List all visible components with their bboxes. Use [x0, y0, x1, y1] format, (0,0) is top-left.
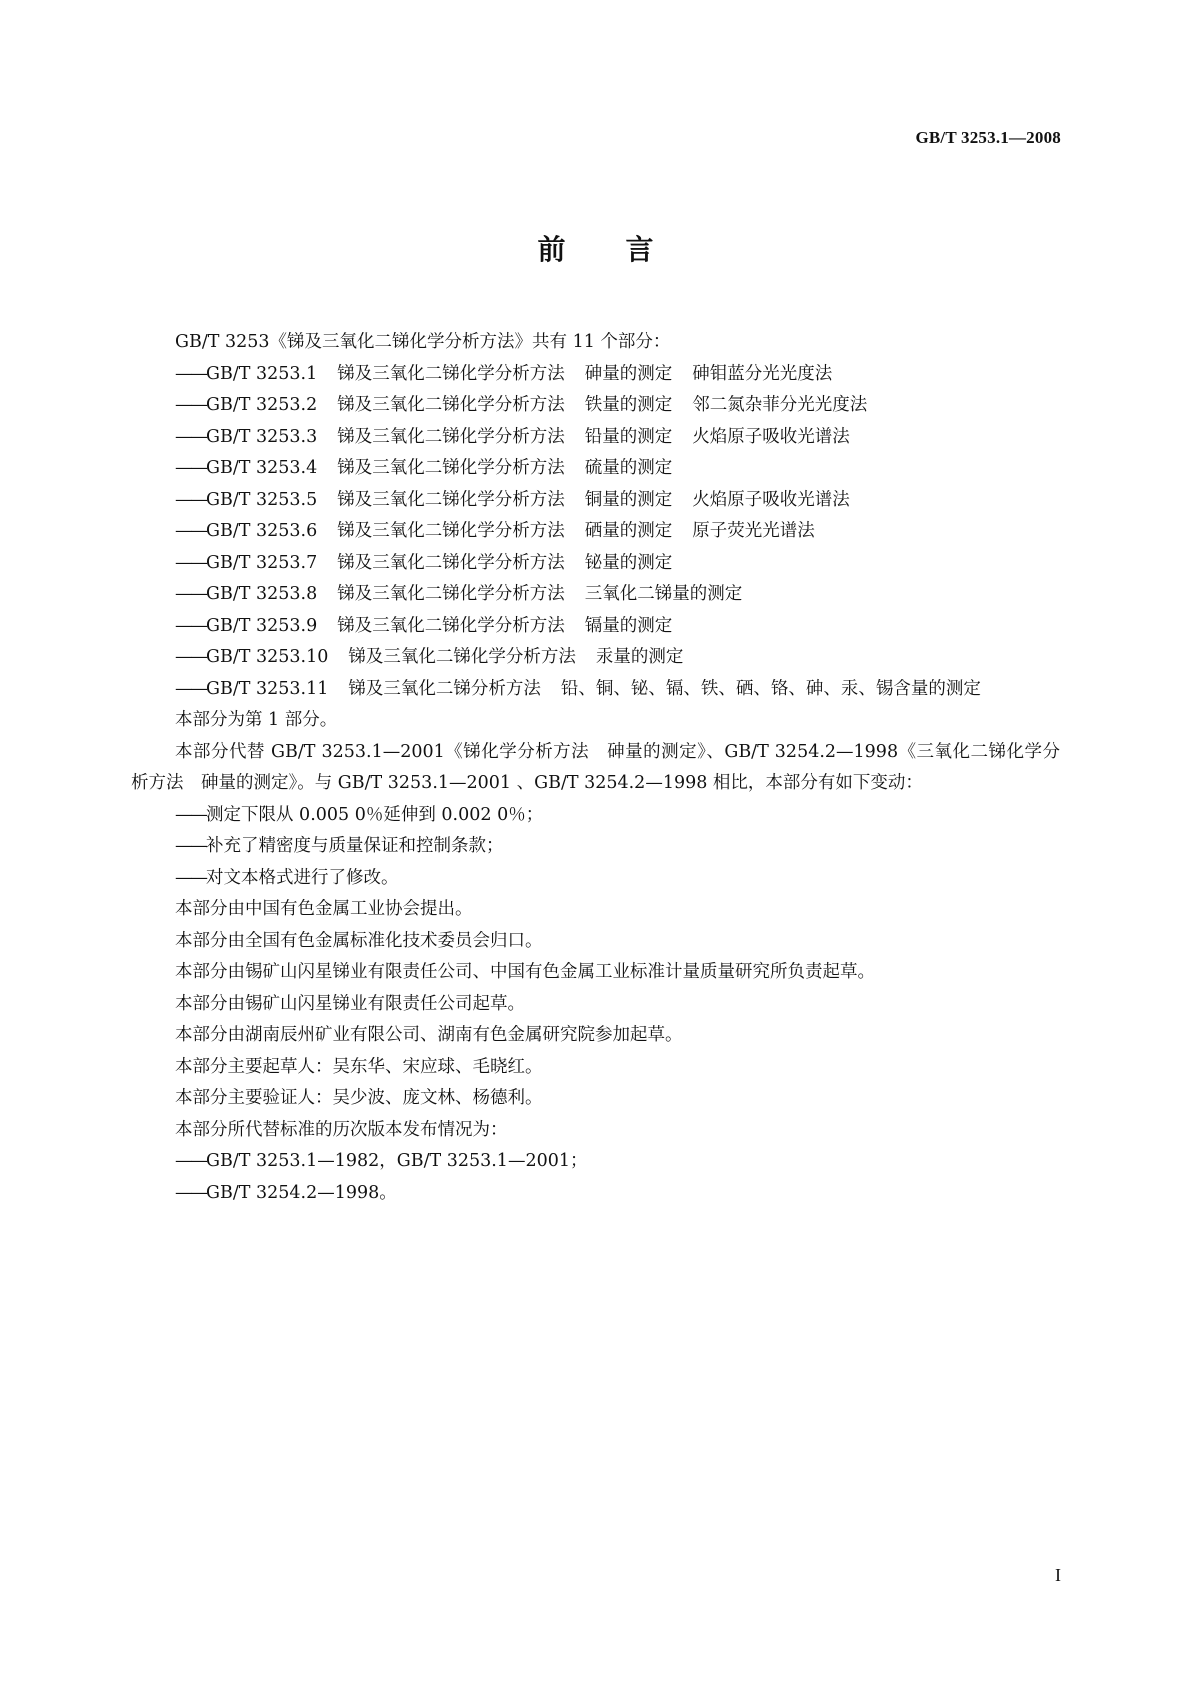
part-statement: 本部分为第 1 部分。 [175, 710, 338, 730]
history-list [131, 1146, 1060, 1209]
list-text: GB/T 3253.8 [206, 584, 318, 604]
changes-list [131, 800, 1060, 895]
history-item [131, 1178, 1060, 1210]
list-dash: —— [175, 426, 206, 447]
list-text: 锑及三氧化二锑化学分析方法 [348, 647, 576, 667]
statement-paragraph: 本部分由湖南辰州矿业有限公司、湖南有色金属研究院参加起草。 [175, 1025, 683, 1045]
list-text: GB/T 3253.3 [206, 426, 318, 447]
history-item [131, 1146, 1060, 1178]
statement-paragraph: 本部分由锡矿山闪星锑业有限责任公司起草。 [175, 993, 525, 1014]
list-dash: —— [175, 489, 206, 510]
statement-paragraph: 本部分由锡矿山闪星锑业有限责任公司、中国有色金属工业标准计量质量研究所负责起草。 [175, 962, 875, 982]
list-text: GB/T 3253.1 [206, 363, 318, 384]
page-title: 前言 [537, 233, 714, 266]
list-text: 补充了精密度与质量保证和控制条款； [206, 836, 504, 856]
list-dash: —— [175, 836, 206, 856]
list-text: 砷钼蓝分光光度法 [692, 363, 833, 384]
list-text: 对文本格式进行了修改。 [206, 867, 399, 888]
list-text: 邻二氮杂菲分光光度法 [692, 395, 868, 415]
list-dash: —— [175, 647, 206, 667]
list-text: GB/T 3253.4 [206, 458, 318, 478]
list-text: 铅量的测定 [584, 426, 673, 447]
statement-paragraph: 本部分由全国有色金属标准化技术委员会归口。 [175, 930, 543, 951]
change-item [131, 831, 1060, 863]
list-text: 铁量的测定 [584, 395, 673, 415]
list-text: 锑及三氧化二锑化学分析方法 [337, 552, 565, 573]
replace-statement: 本部分代替 GB/T 3253.1—2001《锑化学分析方法 砷量的测定》、GB/T 3254.2—1998《三氧化二锑化学分析方法 砷量的测定》。与 GB/T 3253.1—2001 、GB/T 3254.2—1998 相比，本部分有如下变动： [131, 741, 1060, 793]
part-item [131, 516, 1060, 548]
list-text: 硫量的测定 [584, 458, 673, 478]
list-text: 铜量的测定 [584, 489, 673, 510]
list-text: GB/T 3253.6 [206, 521, 318, 541]
list-text: 锑及三氧化二锑化学分析方法 [337, 584, 565, 604]
list-text: 锑及三氧化二锑化学分析方法 [337, 395, 565, 415]
part-item [131, 642, 1060, 674]
list-dash: —— [175, 678, 206, 699]
list-dash: —— [175, 615, 206, 636]
list-text: 铅、铜、铋、镉、铁、硒、铬、砷、汞、锡含量的测定 [560, 678, 981, 699]
parts-list [131, 359, 1060, 706]
list-text: 锑及三氧化二锑化学分析方法 [337, 615, 565, 636]
list-text: GB/T 3253.9 [206, 615, 318, 636]
statement-paragraph: 本部分主要起草人：吴东华、宋应球、毛晓红。 [175, 1056, 543, 1077]
list-text: 硒量的测定 [584, 521, 673, 541]
list-dash: —— [175, 395, 206, 415]
list-text: 火焰原子吸收光谱法 [692, 489, 850, 510]
list-text: 火焰原子吸收光谱法 [692, 426, 850, 447]
intro-paragraph: GB/T 3253《锑及三氧化二锑化学分析方法》共有 11 个部分： [175, 332, 671, 352]
statement-paragraph: 本部分由中国有色金属工业协会提出。 [175, 899, 473, 919]
list-text: 测定下限从 0.005 0％延伸到 0.002 0％； [206, 804, 544, 825]
list-text: 汞量的测定 [595, 647, 684, 667]
part-item [131, 611, 1060, 643]
foreword-content [131, 327, 1060, 1209]
list-text: GB/T 3253.7 [206, 552, 318, 573]
list-dash: —— [175, 363, 206, 384]
list-dash: —— [175, 804, 206, 825]
list-dash: —— [175, 458, 206, 478]
list-text: 锑及三氧化二锑化学分析方法 [337, 363, 565, 384]
list-dash: —— [175, 1151, 206, 1171]
statement-paragraph: 本部分主要验证人：吴少波、庞文林、杨德利。 [175, 1088, 543, 1108]
part-item [131, 422, 1060, 454]
change-item [131, 800, 1060, 832]
page-number: I [1055, 1565, 1061, 1585]
list-text: 镉量的测定 [584, 615, 673, 636]
part-item [131, 453, 1060, 485]
list-text: 锑及三氧化二锑化学分析方法 [337, 458, 565, 478]
part-item [131, 674, 1060, 706]
part-item [131, 390, 1060, 422]
list-text: 砷量的测定 [584, 363, 673, 384]
list-text: 锑及三氧化二锑化学分析方法 [337, 489, 565, 510]
list-text: 铋量的测定 [584, 552, 673, 573]
part-item [131, 579, 1060, 611]
list-text: GB/T 3253.10 [206, 647, 329, 667]
list-text: GB/T 3253.11 [206, 678, 329, 699]
change-item [131, 863, 1060, 895]
list-text: 原子荧光光谱法 [692, 521, 815, 541]
list-text: GB/T 3253.1—1982，GB/T 3253.1—2001； [206, 1151, 588, 1171]
list-text: 锑及三氧化二锑分析方法 [348, 678, 541, 699]
list-dash: —— [175, 552, 206, 573]
statement-paragraph: 本部分所代替标准的历次版本发布情况为： [175, 1119, 508, 1140]
document-code: GB/T 3253.1—2008 [915, 128, 1061, 147]
part-item [131, 359, 1060, 391]
part-item [131, 548, 1060, 580]
list-text: GB/T 3254.2—1998。 [206, 1182, 397, 1203]
list-dash: —— [175, 1182, 206, 1203]
list-text: GB/T 3253.2 [206, 395, 318, 415]
list-text: 锑及三氧化二锑化学分析方法 [337, 521, 565, 541]
list-text: 锑及三氧化二锑化学分析方法 [337, 426, 565, 447]
list-dash: —— [175, 584, 206, 604]
statements-list [131, 894, 1060, 1146]
list-dash: —— [175, 867, 206, 888]
list-text: GB/T 3253.5 [206, 489, 318, 510]
part-item [131, 485, 1060, 517]
list-dash: —— [175, 521, 206, 541]
list-text: 三氧化二锑量的测定 [584, 584, 743, 604]
